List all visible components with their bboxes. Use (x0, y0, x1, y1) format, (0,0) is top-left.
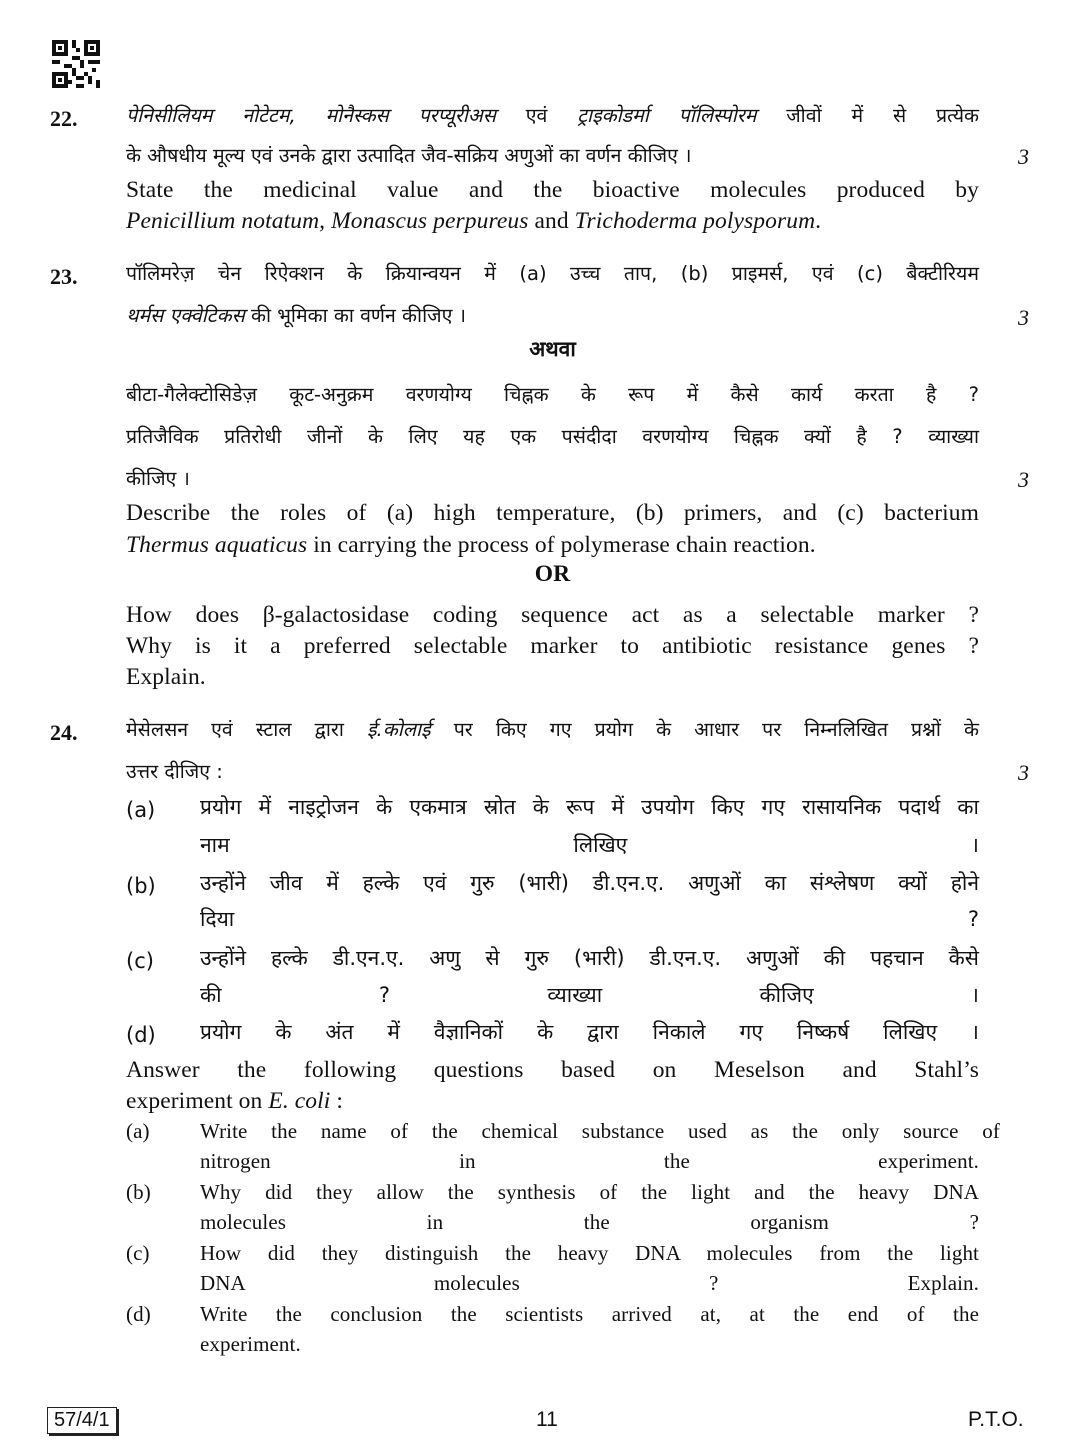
q24-hindi-item-d-label: (d) (126, 1023, 156, 1047)
q24-hindi-line-2: उत्तर दीजिए : (126, 760, 223, 783)
q24-english-item-a-line-2: nitrogen in the experiment. (200, 1149, 979, 1173)
q23-english-or-line-3: Explain. (126, 664, 206, 690)
q24-hindi-item-c-line-2: की ? व्याख्या कीजिए । (200, 983, 979, 1007)
q23-english-organism: Thermus aquaticus (126, 532, 308, 558)
q22-hindi-organisms-1: पेनिसीलियम नोटेटम, मोनैस्कस परप्यूरीअस (126, 104, 496, 127)
q24-hindi-item-a-line-2: नाम लिखिए । (200, 833, 979, 857)
q23-english-or-line-2: Why is it a preferred selectable marker to antibiotic resistance genes ? (126, 633, 979, 659)
page-number: 11 (536, 1408, 558, 1431)
q22-hindi-organisms-2: ट्राइकोडर्मा पॉलिस्पोरम (577, 104, 757, 127)
q23-english-line-2 (126, 530, 979, 561)
q22-hindi-line-1 (126, 100, 979, 131)
q24-hindi-item-a-label: (a) (126, 798, 156, 822)
q24-english-item-a-line-1: Write the name of the chemical substance used as the only source of (200, 1119, 1000, 1143)
please-turn-over: P.T.O. (968, 1408, 1024, 1431)
q24-hindi-item-a-line-1: प्रयोग में नाइट्रोजन के एकमात्र स्रोत के रूप में उपयोग किए गए रासायनिक पदार्थ का (200, 795, 979, 819)
q24-hindi-line-1 (126, 714, 979, 745)
q24-english-line-1: Answer the following questions based on Meselson and Stahl’s (126, 1057, 979, 1083)
q23-marks-2: 3 (1018, 467, 1029, 492)
q24-english-item-d-line-1: Write the conclusion the scientists arrived at, at the end of the (200, 1302, 979, 1326)
q23-hindi-or-line-2: प्रतिजैविक प्रतिरोधी जीनों के लिए यह एक पसंदीदा वरणयोग्य चिह्नक क्यों है ? व्याख्या (126, 425, 979, 448)
q24-english-item-a-label: (a) (126, 1119, 150, 1143)
q24-hindi-organism: ई.कोलाई (366, 718, 431, 741)
q22-marks: 3 (1018, 144, 1029, 169)
q24-hindi-item-b-label: (b) (126, 874, 156, 898)
q24-english-item-d-label: (d) (126, 1302, 151, 1326)
q24-english-item-d-line-2: experiment. (200, 1332, 301, 1356)
q24-english-item-b-line-1: Why did they allow the synthesis of the light and the heavy DNA (200, 1180, 979, 1204)
q24-hindi-part-b: पर किए गए प्रयोग के आधार पर निम्नलिखित प्रश्नों के (430, 718, 979, 741)
q24-marks: 3 (1018, 760, 1029, 785)
q24-english-item-c-line-1: How did they distinguish the heavy DNA molecules from the light (200, 1241, 979, 1265)
q22-hindi-line-2: के औषधीय मूल्य एवं उनके द्वारा उत्पादित जैव-सक्रिय अणुओं का वर्णन कीजिए । (126, 144, 692, 167)
or-english: OR (534, 561, 571, 587)
q23-english-or-line-1: How does β-galactosidase coding sequence act as a selectable marker ? (126, 602, 979, 628)
question-number-24: 24. (50, 720, 78, 745)
q24-hindi-item-c-line-1: उन्होंने हल्के डी.एन.ए. अणु से गुरु (भारी) डी.एन.ए. अणुओं की पहचान कैसे (200, 946, 979, 970)
q24-hindi-item-d-line-1: प्रयोग के अंत में वैज्ञानिकों के द्वारा निकाले गए निष्कर्ष लिखिए । (200, 1020, 979, 1044)
q24-english-colon: : (330, 1088, 344, 1114)
q24-hindi-part-a: मेसेलसन एवं स्टाल द्वारा (126, 718, 367, 741)
q24-english-part-a: experiment on (126, 1088, 269, 1114)
q23-hindi-rest: की भूमिका का वर्णन कीजिए । (244, 304, 466, 327)
q24-english-line-2 (126, 1086, 979, 1117)
q22-english-organism-3: Trichoderma polysporum (574, 208, 816, 234)
q24-hindi-item-b-line-1: उन्होंने जीव में हल्के एवं गुरु (भारी) डी.एन.ए. अणुओं का संश्लेषण क्यों होने (200, 871, 979, 895)
q22-english-line-2 (126, 206, 979, 237)
or-hindi: अथवा (529, 337, 576, 361)
question-number-23: 23. (50, 264, 78, 289)
q23-english-rest: in carrying the process of polymerase chain reaction. (307, 532, 816, 558)
q24-english-item-b-line-2: molecules in the organism ? (200, 1210, 979, 1234)
q23-marks-1: 3 (1018, 305, 1029, 330)
q23-hindi-or-line-3: कीजिए । (126, 467, 190, 490)
qr-code (52, 40, 100, 88)
q22-hindi-and: एवं (495, 104, 578, 127)
q23-hindi-line-2 (126, 300, 979, 331)
q24-hindi-item-b-line-2: दिया ? (200, 907, 979, 931)
q24-hindi-item-c-label: (c) (126, 949, 154, 973)
paper-code-box: 57/4/1 (47, 1407, 117, 1434)
q23-english-line-1: Describe the roles of (a) high temperature, (b) primers, and (c) bacterium (126, 500, 979, 526)
q24-english-item-c-label: (c) (126, 1241, 150, 1265)
q22-english-and: and (528, 208, 575, 234)
q23-hindi-line-1: पॉलिमरेज़ चेन रिऐक्शन के क्रियान्वयन में (a) उच्च ताप, (b) प्राइमर्स, एवं (c) बैक्टीरियम (126, 262, 979, 285)
q22-english-organisms: Penicillium notatum, Monascus perpureus (126, 208, 529, 234)
question-number-22: 22. (50, 106, 78, 131)
q22-english-period: . (815, 208, 822, 234)
q23-hindi-or-line-1: बीटा-गैलेक्टोसिडेज़ कूट-अनुक्रम वरणयोग्य चिह्नक के रूप में कैसे कार्य करता है ? (126, 383, 979, 406)
q22-hindi-rest: जीवों में से प्रत्येक (756, 104, 979, 127)
q23-hindi-organism: थर्मस एक्वेटिकस (126, 304, 245, 327)
q22-english-line-1: State the medicinal value and the bioactive molecules produced by (126, 177, 979, 203)
q24-english-item-b-label: (b) (126, 1180, 151, 1204)
q24-english-item-c-line-2: DNA molecules ? Explain. (200, 1271, 979, 1295)
q24-english-organism: E. coli (268, 1088, 331, 1114)
